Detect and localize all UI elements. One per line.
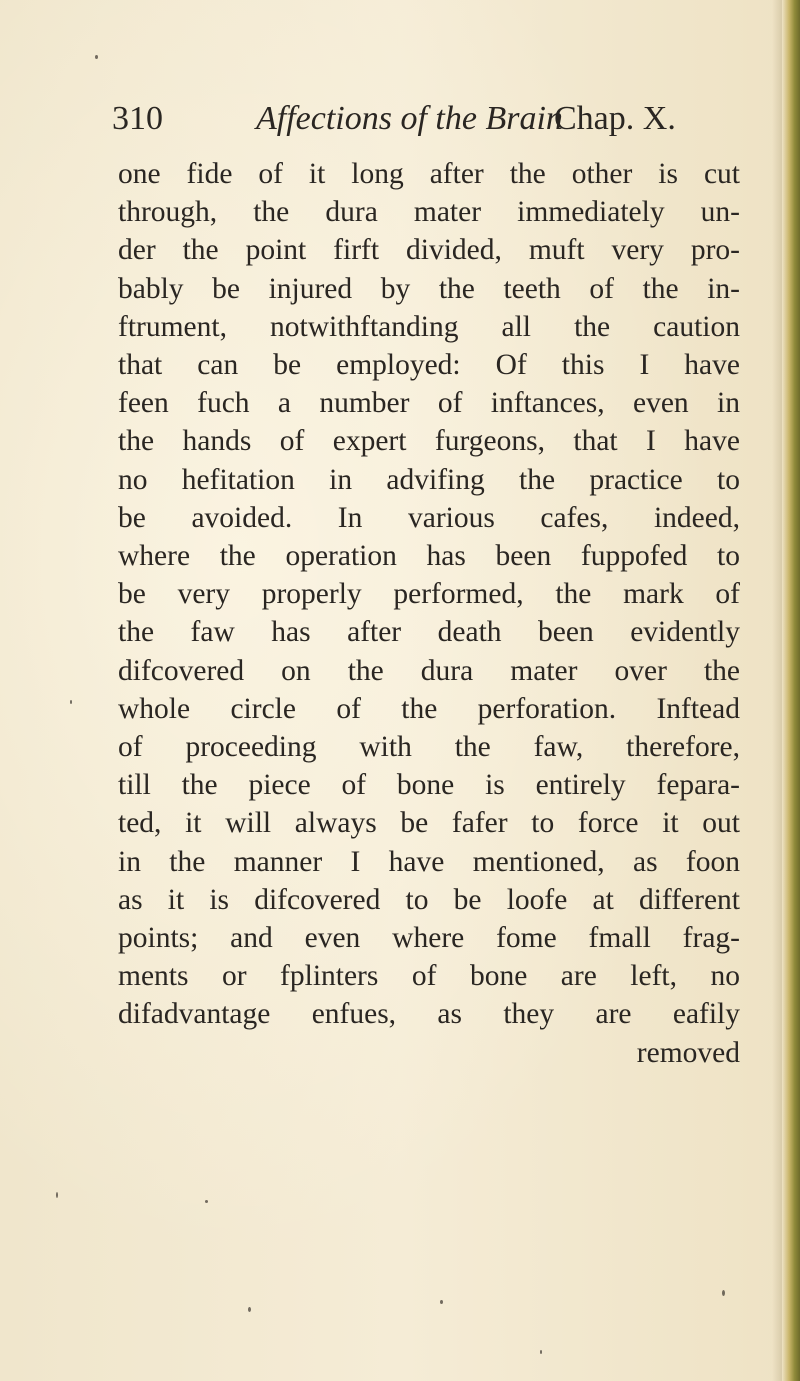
text-line: that can be employed: Of this I have: [118, 349, 740, 382]
text-line: bably be injured by the teeth of the in-: [118, 272, 740, 305]
text-line: der the point firft divided, muft very pro-: [118, 234, 740, 267]
chapter-label: Chap. X.: [554, 100, 676, 137]
running-title: Affections of the Brain: [256, 100, 563, 137]
text-line: one fide of it long after the other is cut: [118, 158, 740, 190]
text-line: of proceeding with the faw, therefore,: [118, 731, 740, 764]
paper-speck: [440, 1300, 443, 1304]
text-line: as it is difcovered to be loofe at different: [118, 883, 740, 916]
paper-speck: [56, 1192, 58, 1198]
text-line: points; and even where fome fmall frag-: [118, 922, 740, 955]
body-text: [118, 155, 758, 1072]
text-line: ments or fplinters of bone are left, no: [118, 960, 740, 993]
text-line: no hefitation in advifing the practice to: [118, 463, 740, 496]
catchword: removed: [636, 1036, 740, 1069]
paper-speck: [722, 1290, 725, 1296]
running-header: [112, 100, 712, 150]
text-line: ted, it will always be fafer to force it out: [118, 807, 740, 840]
text-line: the hands of expert furgeons, that I have: [118, 425, 740, 458]
text-line: be avoided. In various cafes, indeed,: [118, 501, 740, 534]
page-edge: [782, 0, 800, 1381]
text-line: in the manner I have mentioned, as foon: [118, 845, 740, 878]
paper-speck: [248, 1307, 251, 1312]
text-line: difadvantage enfues, as they are eafily: [118, 998, 740, 1031]
paper-speck: [540, 1350, 542, 1354]
paper-speck: [205, 1200, 208, 1203]
text-line: through, the dura mater immediately un-: [118, 196, 740, 229]
text-line: whole circle of the perforation. Inftead: [118, 692, 740, 725]
text-line: till the piece of bone is entirely fepara-: [118, 769, 740, 802]
text-line: difcovered on the dura mater over the: [118, 654, 740, 687]
text-line: the faw has after death been evidently: [118, 616, 740, 649]
paper-speck: [95, 55, 98, 59]
page-number: 310: [112, 100, 163, 137]
paper-speck: [70, 700, 72, 704]
text-line: where the operation has been fuppofed to: [118, 540, 740, 573]
text-line: be very properly performed, the mark of: [118, 578, 740, 611]
page-gutter-shadow: [772, 0, 782, 1381]
text-line: feen fuch a number of inftances, even in: [118, 387, 740, 420]
text-line: ftrument, notwithftanding all the caution: [118, 310, 740, 343]
